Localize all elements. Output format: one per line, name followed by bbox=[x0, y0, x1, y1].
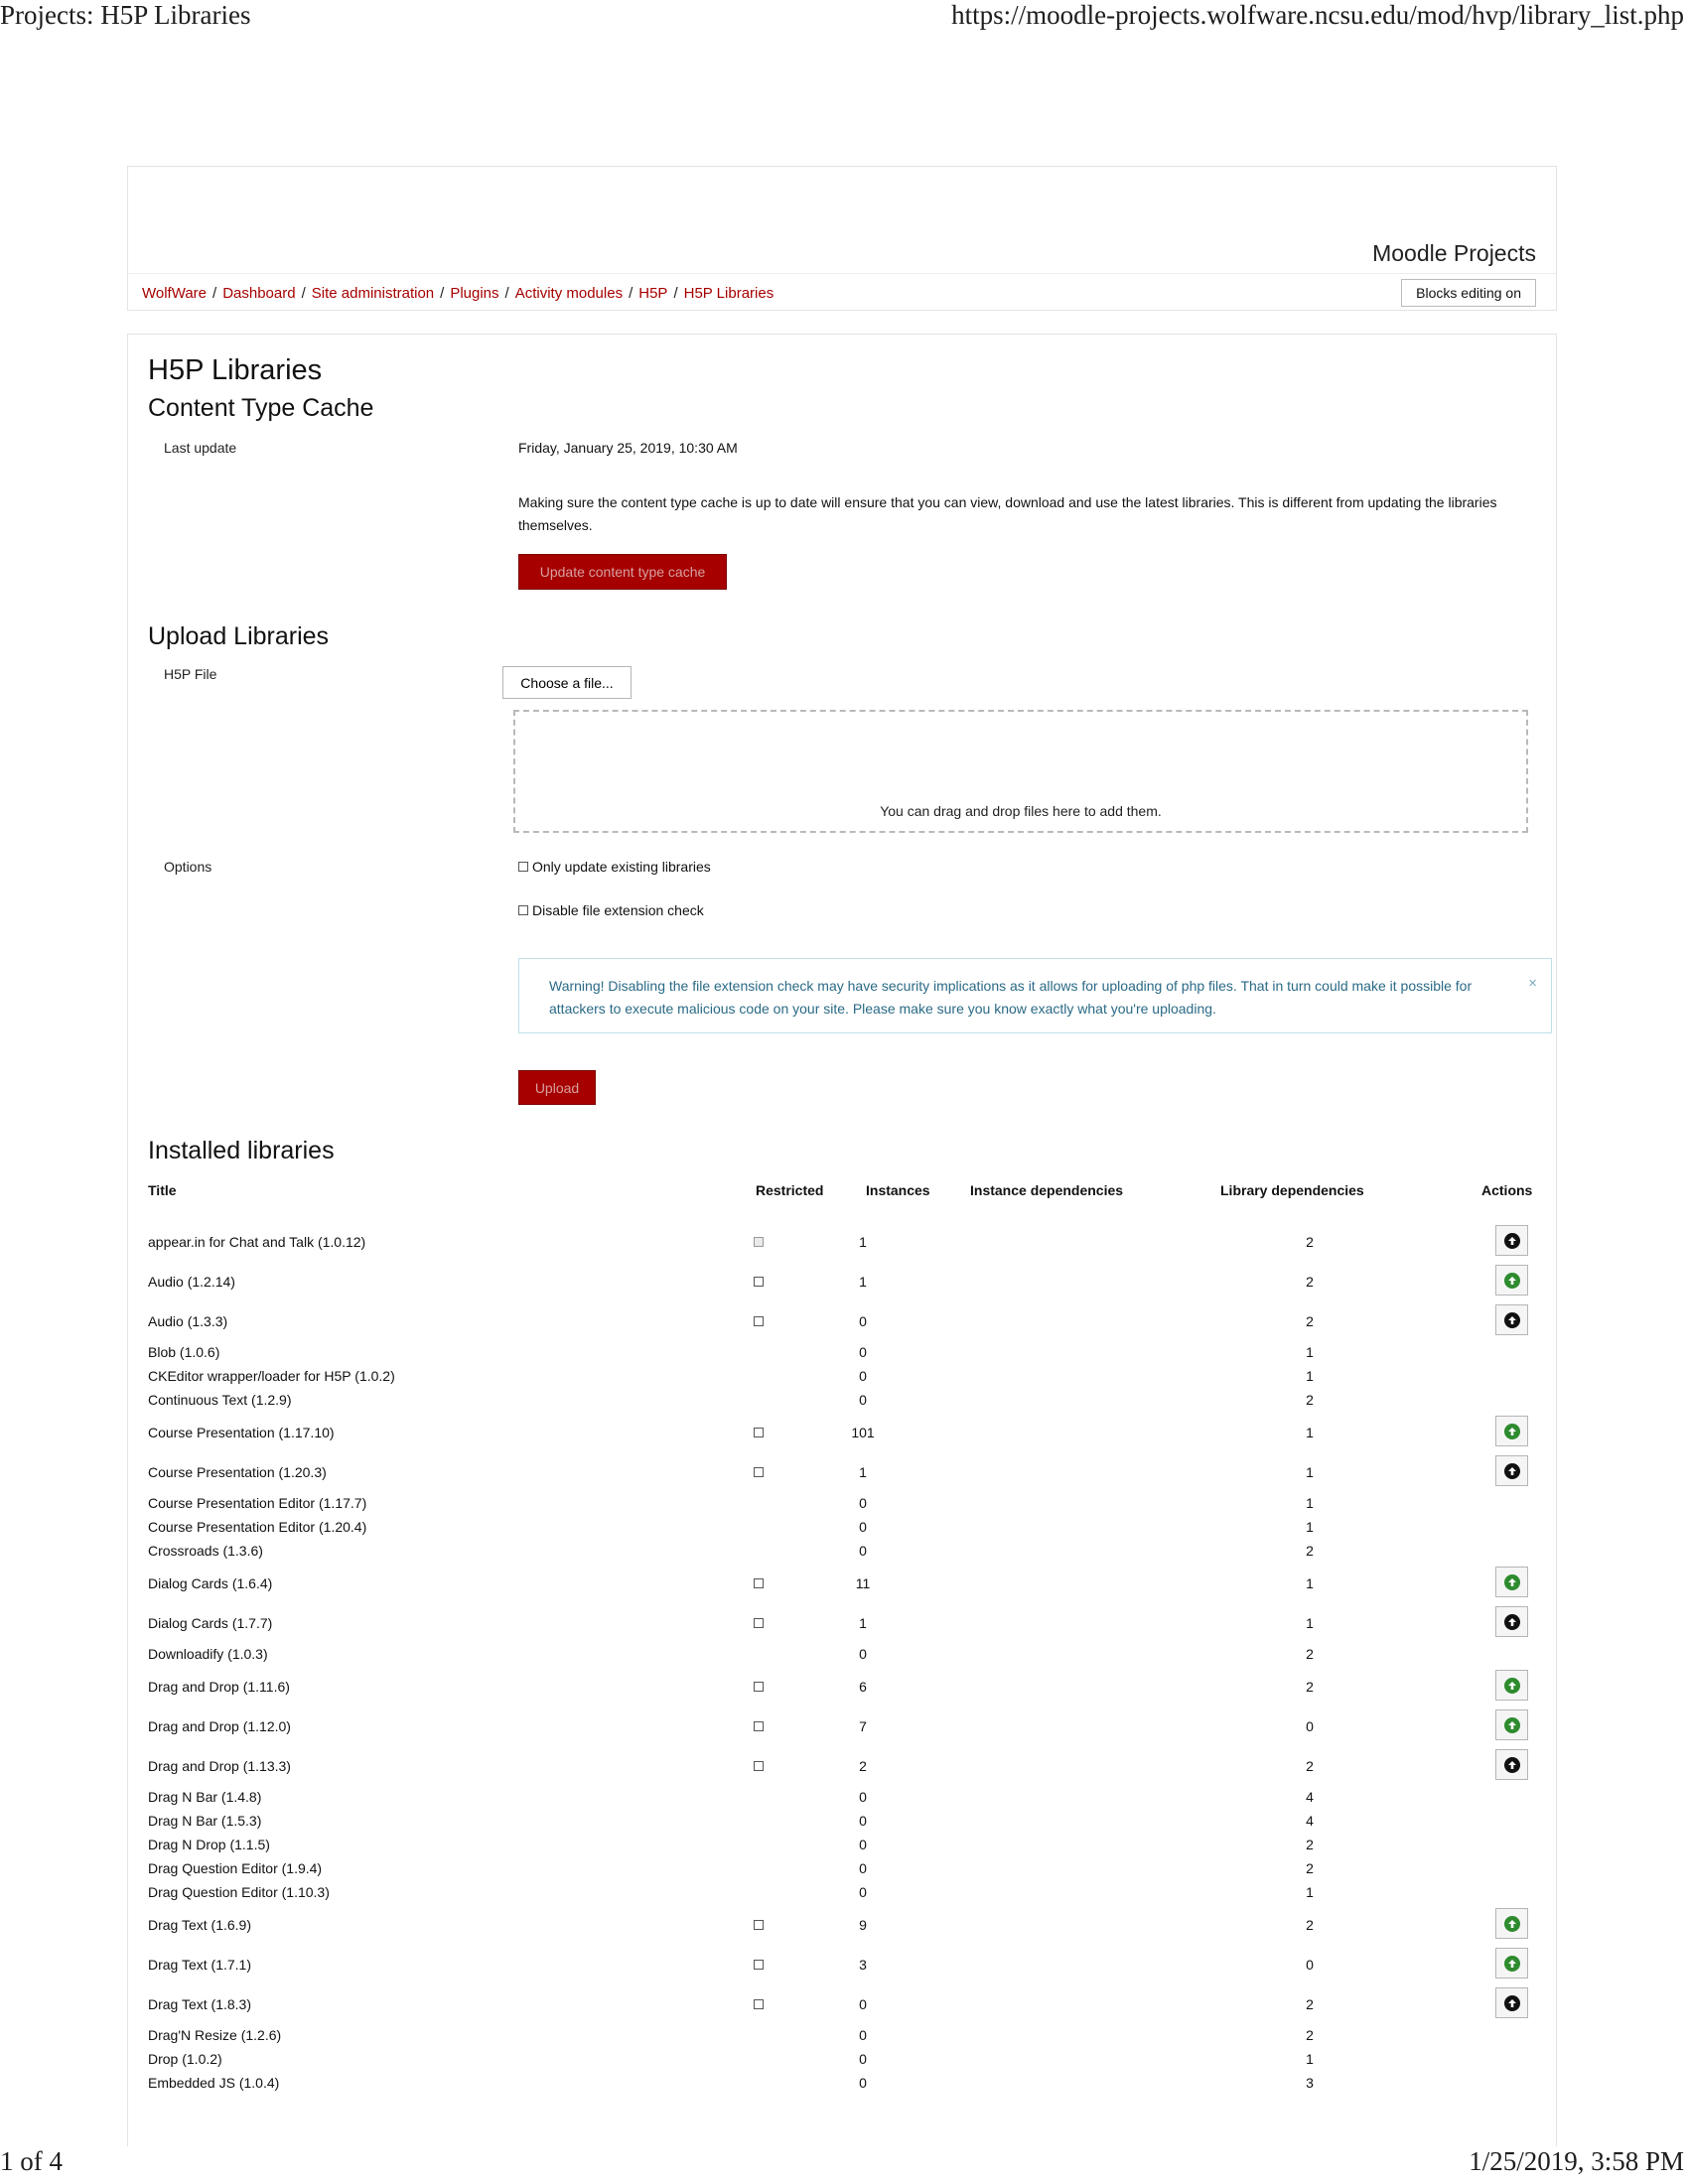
table-row bbox=[148, 1880, 1538, 1904]
library-dependencies-count: 2 bbox=[1306, 1679, 1314, 1695]
instances-count: 9 bbox=[859, 1917, 867, 1933]
close-icon[interactable]: × bbox=[1528, 975, 1537, 992]
library-dependencies-count: 2 bbox=[1306, 1543, 1314, 1559]
instances-count: 1 bbox=[859, 1234, 867, 1250]
upgrade-arrow-icon bbox=[1504, 1273, 1520, 1289]
library-title: Embedded JS (1.0.4) bbox=[148, 2075, 280, 2091]
breadcrumb-dashboard[interactable]: Dashboard bbox=[222, 285, 296, 302]
library-dependencies-count: 1 bbox=[1306, 1368, 1314, 1384]
print-page-title: Projects: H5P Libraries bbox=[0, 0, 251, 30]
instances-count: 0 bbox=[859, 2075, 867, 2091]
upgrade-arrow-icon bbox=[1504, 1995, 1520, 2011]
upgrade-library-button[interactable] bbox=[1495, 1225, 1528, 1256]
breadcrumb-wolfware[interactable]: WolfWare bbox=[142, 285, 208, 302]
library-dependencies-count: 2 bbox=[1306, 1860, 1314, 1876]
library-dependencies-count: 0 bbox=[1306, 1957, 1314, 1973]
breadcrumb-separator: / bbox=[212, 285, 217, 302]
column-header-restricted: Restricted bbox=[756, 1182, 824, 1198]
library-title: CKEditor wrapper/loader for H5P (1.0.2) bbox=[148, 1368, 395, 1384]
table-row bbox=[148, 1809, 1538, 1833]
table-row bbox=[148, 1666, 1538, 1706]
table-row bbox=[148, 1706, 1538, 1745]
instances-count: 1 bbox=[859, 1615, 867, 1631]
upgrade-library-button[interactable] bbox=[1495, 1908, 1528, 1939]
library-title: Crossroads (1.3.6) bbox=[148, 1543, 263, 1559]
last-update-value: Friday, January 25, 2019, 10:30 AM bbox=[518, 440, 738, 456]
print-page-url: https://moodle-projects.wolfware.ncsu.edu/mod/hvp/library_list.php bbox=[951, 0, 1684, 30]
restricted-checkbox[interactable] bbox=[754, 1920, 764, 1930]
restricted-checkbox[interactable] bbox=[754, 1316, 764, 1326]
site-name: Moodle Projects bbox=[1372, 240, 1536, 266]
upgrade-arrow-icon bbox=[1504, 1463, 1520, 1479]
instances-count: 0 bbox=[859, 1519, 867, 1535]
breadcrumb-bar bbox=[128, 273, 1556, 311]
upgrade-arrow-icon bbox=[1504, 1614, 1520, 1630]
library-dependencies-count: 2 bbox=[1306, 1234, 1314, 1250]
breadcrumb-site-administration[interactable]: Site administration bbox=[311, 285, 435, 302]
library-dependencies-count: 1 bbox=[1306, 1425, 1314, 1440]
library-title: Audio (1.2.14) bbox=[148, 1274, 235, 1290]
library-dependencies-count: 0 bbox=[1306, 1718, 1314, 1734]
library-dependencies-count: 1 bbox=[1306, 2051, 1314, 2067]
instances-count: 0 bbox=[859, 1884, 867, 1900]
instances-count: 0 bbox=[859, 1813, 867, 1829]
library-dependencies-count: 2 bbox=[1306, 1837, 1314, 1852]
restricted-checkbox[interactable] bbox=[754, 1999, 764, 2009]
table-row bbox=[148, 1388, 1538, 1412]
disable-check-checkbox[interactable] bbox=[518, 905, 528, 915]
library-dependencies-count: 2 bbox=[1306, 1274, 1314, 1290]
upgrade-library-button[interactable] bbox=[1495, 1265, 1528, 1296]
upgrade-arrow-icon bbox=[1504, 1574, 1520, 1590]
instances-count: 0 bbox=[859, 1313, 867, 1329]
column-header-instance-dependencies: Instance dependencies bbox=[970, 1182, 1124, 1198]
library-title: Dialog Cards (1.7.7) bbox=[148, 1615, 273, 1631]
library-title: Drag and Drop (1.13.3) bbox=[148, 1758, 291, 1774]
library-dependencies-count: 2 bbox=[1306, 1313, 1314, 1329]
library-dependencies-count: 2 bbox=[1306, 2027, 1314, 2043]
library-title: Drop (1.0.2) bbox=[148, 2051, 222, 2067]
library-dependencies-count: 2 bbox=[1306, 1917, 1314, 1933]
table-row bbox=[148, 1983, 1538, 2023]
restricted-checkbox[interactable] bbox=[754, 1618, 764, 1628]
breadcrumb-separator: / bbox=[440, 285, 445, 302]
print-datetime: 1/25/2019, 3:58 PM bbox=[1469, 2146, 1684, 2176]
breadcrumb bbox=[142, 285, 774, 302]
breadcrumb-separator: / bbox=[629, 285, 633, 302]
restricted-checkbox[interactable] bbox=[754, 1467, 764, 1477]
restricted-checkbox[interactable] bbox=[754, 1428, 764, 1437]
disable-check-label: Disable file extension check bbox=[532, 902, 704, 918]
last-update-label: Last update bbox=[164, 440, 237, 456]
table-row bbox=[148, 1563, 1538, 1602]
upgrade-arrow-icon bbox=[1504, 1233, 1520, 1249]
instances-count: 0 bbox=[859, 1789, 867, 1805]
table-row bbox=[148, 1602, 1538, 1642]
cache-description: Making sure the content type cache is up to date will ensure that you can view, download and use the latest libraries. This is different from updating the libraries themselves. bbox=[518, 494, 1497, 533]
restricted-checkbox[interactable] bbox=[754, 1761, 764, 1771]
breadcrumb-separator: / bbox=[301, 285, 306, 302]
blocks-editing-button[interactable]: Blocks editing on bbox=[1401, 279, 1536, 307]
library-title: Dialog Cards (1.6.4) bbox=[148, 1575, 273, 1591]
table-row bbox=[148, 1745, 1538, 1785]
library-title: Audio (1.3.3) bbox=[148, 1313, 228, 1329]
dropzone-text: You can drag and drop files here to add them. bbox=[880, 803, 1162, 819]
breadcrumb-separator: / bbox=[673, 285, 678, 302]
breadcrumb-separator: / bbox=[504, 285, 509, 302]
instances-count: 0 bbox=[859, 1344, 867, 1360]
restricted-checkbox[interactable] bbox=[754, 1960, 764, 1970]
library-dependencies-count: 1 bbox=[1306, 1464, 1314, 1480]
disable-check-option bbox=[518, 902, 704, 918]
upgrade-library-button[interactable] bbox=[1495, 1416, 1528, 1446]
upgrade-arrow-icon bbox=[1504, 1312, 1520, 1328]
restricted-checkbox[interactable] bbox=[754, 1721, 764, 1731]
table-row bbox=[148, 2023, 1538, 2047]
instances-count: 0 bbox=[859, 1860, 867, 1876]
library-dependencies-count: 4 bbox=[1306, 1813, 1314, 1829]
library-title: Drag N Bar (1.5.3) bbox=[148, 1813, 262, 1829]
library-title: Drag'N Resize (1.2.6) bbox=[148, 2027, 282, 2043]
library-title: Course Presentation Editor (1.17.7) bbox=[148, 1495, 367, 1511]
library-dependencies-count: 2 bbox=[1306, 1392, 1314, 1408]
table-row bbox=[148, 1944, 1538, 1983]
library-dependencies-count: 1 bbox=[1306, 1519, 1314, 1535]
library-title: Course Presentation (1.20.3) bbox=[148, 1464, 327, 1480]
upgrade-arrow-icon bbox=[1504, 1424, 1520, 1439]
table-row bbox=[148, 2071, 1538, 2095]
table-row bbox=[148, 1785, 1538, 1809]
library-dependencies-count: 1 bbox=[1306, 1615, 1314, 1631]
breadcrumb-plugins[interactable]: Plugins bbox=[450, 285, 499, 302]
upgrade-library-button[interactable] bbox=[1495, 1304, 1528, 1335]
upgrade-library-button[interactable] bbox=[1495, 1749, 1528, 1780]
instances-count: 0 bbox=[859, 1996, 867, 2012]
upgrade-library-button[interactable] bbox=[1495, 1455, 1528, 1486]
restricted-checkbox[interactable] bbox=[754, 1682, 764, 1692]
table-row bbox=[148, 1833, 1538, 1856]
upgrade-library-button[interactable] bbox=[1495, 1987, 1528, 2018]
upgrade-arrow-icon bbox=[1504, 1678, 1520, 1694]
instances-count: 0 bbox=[859, 1392, 867, 1408]
table-row bbox=[148, 1300, 1538, 1340]
column-header-instances: Instances bbox=[866, 1182, 930, 1198]
library-title: Drag Text (1.8.3) bbox=[148, 1996, 252, 2012]
upload-libraries-heading: Upload Libraries bbox=[148, 622, 330, 650]
breadcrumb-activity-modules[interactable]: Activity modules bbox=[514, 285, 624, 302]
library-dependencies-count: 2 bbox=[1306, 1646, 1314, 1662]
library-dependencies-count: 1 bbox=[1306, 1495, 1314, 1511]
library-title: Drag and Drop (1.12.0) bbox=[148, 1718, 291, 1734]
upgrade-library-button[interactable] bbox=[1495, 1709, 1528, 1740]
table-row bbox=[148, 1412, 1538, 1451]
instances-count: 3 bbox=[859, 1957, 867, 1973]
print-header bbox=[0, 0, 1688, 40]
breadcrumb-h5p[interactable]: H5P bbox=[638, 285, 668, 302]
upgrade-arrow-icon bbox=[1504, 1757, 1520, 1773]
library-dependencies-count: 4 bbox=[1306, 1789, 1314, 1805]
library-title: Drag and Drop (1.11.6) bbox=[148, 1679, 290, 1695]
main-content bbox=[127, 334, 1557, 2146]
instances-count: 1 bbox=[859, 1274, 867, 1290]
restricted-checkbox[interactable] bbox=[754, 1237, 764, 1247]
library-dependencies-count: 2 bbox=[1306, 1758, 1314, 1774]
instances-count: 0 bbox=[859, 2051, 867, 2067]
upgrade-arrow-icon bbox=[1504, 1916, 1520, 1932]
table-row bbox=[148, 1364, 1538, 1388]
instances-count: 7 bbox=[859, 1718, 867, 1734]
instances-count: 0 bbox=[859, 1543, 867, 1559]
instances-count: 101 bbox=[851, 1425, 875, 1440]
library-title: Course Presentation (1.17.10) bbox=[148, 1425, 335, 1440]
library-dependencies-count: 1 bbox=[1306, 1344, 1314, 1360]
library-title: Drag Question Editor (1.9.4) bbox=[148, 1860, 323, 1876]
library-title: Continuous Text (1.2.9) bbox=[148, 1392, 292, 1408]
library-title: Drag N Drop (1.1.5) bbox=[148, 1837, 270, 1852]
table-row bbox=[148, 1515, 1538, 1539]
instances-count: 6 bbox=[859, 1679, 867, 1695]
instances-count: 2 bbox=[859, 1758, 867, 1774]
instances-count: 0 bbox=[859, 1495, 867, 1511]
library-dependencies-count: 1 bbox=[1306, 1884, 1314, 1900]
update-cache-button[interactable]: Update content type cache bbox=[518, 554, 727, 590]
breadcrumb-h5p-libraries[interactable]: H5P Libraries bbox=[683, 285, 774, 302]
instances-count: 1 bbox=[859, 1464, 867, 1480]
instances-count: 11 bbox=[855, 1575, 871, 1591]
upgrade-library-button[interactable] bbox=[1495, 1670, 1528, 1701]
instances-count: 0 bbox=[859, 1837, 867, 1852]
library-title: Drag Text (1.6.9) bbox=[148, 1917, 252, 1933]
restricted-checkbox[interactable] bbox=[754, 1578, 764, 1588]
h5p-file-label: H5P File bbox=[164, 666, 217, 682]
instances-count: 0 bbox=[859, 1646, 867, 1662]
column-header-title: Title bbox=[148, 1182, 177, 1198]
library-title: Downloadify (1.0.3) bbox=[148, 1646, 268, 1662]
file-dropzone[interactable] bbox=[513, 710, 1528, 833]
library-title: Course Presentation Editor (1.20.4) bbox=[148, 1519, 367, 1535]
warning-text: Warning! Disabling the file extension check may have security implications as it allows for uploading of php files. That in turn could make it possible for attackers to execute malicious code on your site. Please make sure you know exactly what you're uploading. bbox=[549, 978, 1473, 1017]
instances-count: 0 bbox=[859, 2027, 867, 2043]
only-update-label: Only update existing libraries bbox=[532, 859, 711, 875]
upgrade-library-button[interactable] bbox=[1495, 1948, 1528, 1979]
library-title: Blob (1.0.6) bbox=[148, 1344, 220, 1360]
table-row bbox=[148, 1340, 1538, 1364]
library-title: appear.in for Chat and Talk (1.0.12) bbox=[148, 1234, 366, 1250]
upgrade-arrow-icon bbox=[1504, 1717, 1520, 1733]
library-title: Drag N Bar (1.4.8) bbox=[148, 1789, 262, 1805]
installed-libraries-heading: Installed libraries bbox=[148, 1137, 335, 1164]
upgrade-library-button[interactable] bbox=[1495, 1567, 1528, 1597]
library-title: Drag Question Editor (1.10.3) bbox=[148, 1884, 330, 1900]
library-dependencies-count: 2 bbox=[1306, 1996, 1314, 2012]
options-label: Options bbox=[164, 859, 212, 875]
table-row bbox=[148, 1856, 1538, 1880]
print-footer bbox=[0, 2146, 1688, 2184]
upgrade-library-button[interactable] bbox=[1495, 1606, 1528, 1637]
table-row bbox=[148, 1451, 1538, 1491]
table-row bbox=[148, 1221, 1538, 1261]
instances-count: 0 bbox=[859, 1368, 867, 1384]
table-row bbox=[148, 2047, 1538, 2071]
table-row bbox=[148, 1261, 1538, 1300]
choose-file-button[interactable]: Choose a file... bbox=[502, 666, 632, 699]
library-dependencies-count: 1 bbox=[1306, 1575, 1314, 1591]
library-title: Drag Text (1.7.1) bbox=[148, 1957, 252, 1973]
table-row bbox=[148, 1491, 1538, 1515]
table-row bbox=[148, 1642, 1538, 1666]
table-row bbox=[148, 1539, 1538, 1563]
content-type-cache-heading: Content Type Cache bbox=[148, 394, 374, 422]
restricted-checkbox[interactable] bbox=[754, 1277, 764, 1287]
column-header-actions: Actions bbox=[1481, 1182, 1533, 1198]
table-row bbox=[148, 1904, 1538, 1944]
only-update-option bbox=[518, 859, 711, 875]
library-dependencies-count: 3 bbox=[1306, 2075, 1314, 2091]
upload-button[interactable]: Upload bbox=[518, 1070, 596, 1105]
warning-alert bbox=[518, 958, 1552, 1033]
upgrade-arrow-icon bbox=[1504, 1956, 1520, 1972]
column-header-library-dependencies: Library dependencies bbox=[1220, 1182, 1364, 1198]
page-header bbox=[127, 166, 1557, 311]
print-page-number: 1 of 4 bbox=[0, 2146, 63, 2176]
only-update-checkbox[interactable] bbox=[518, 862, 528, 872]
page-title: H5P Libraries bbox=[148, 354, 323, 386]
